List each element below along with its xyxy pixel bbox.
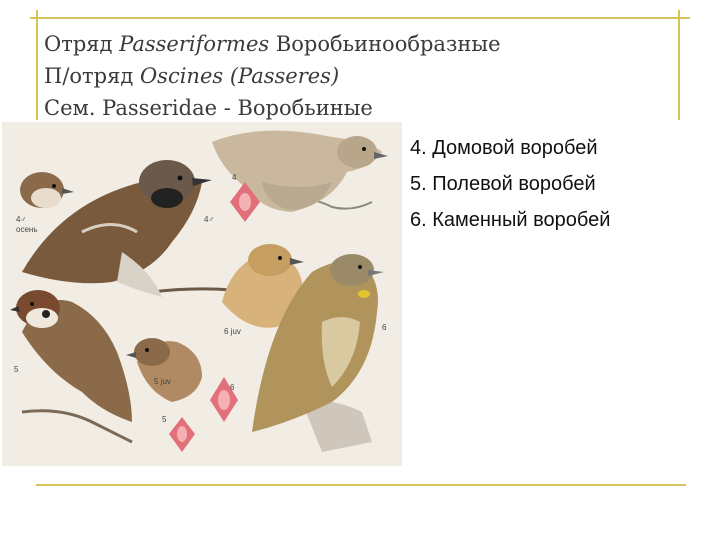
plate-label: 4 — [232, 173, 237, 182]
species-item: 4. Домовой воробей — [410, 137, 598, 159]
frame-right-line — [678, 10, 680, 120]
plate-label: 6 — [230, 383, 235, 392]
plate-label: 5 — [14, 365, 19, 374]
plate-label: 5 juv — [154, 377, 171, 386]
title-suborder-prefix: П/отряд — [44, 64, 140, 88]
plate-label: 5 — [162, 415, 167, 424]
slide-title — [44, 28, 644, 124]
title-suborder-line — [44, 60, 644, 92]
tree-sparrow-adult — [10, 290, 132, 422]
frame-bottom-line — [36, 484, 686, 486]
plate-label: 4♂ — [16, 215, 27, 224]
house-sparrow-head-small — [20, 172, 74, 208]
title-family-line: Сем. Passeridae - Воробьиные — [44, 96, 373, 120]
plate-label: 4♂ — [204, 215, 215, 224]
species-item: 5. Полевой воробей — [410, 173, 596, 195]
species-list — [410, 130, 610, 238]
branch — [152, 289, 232, 292]
frame-left-line — [36, 10, 38, 120]
title-order-prefix: Отряд — [44, 32, 120, 56]
plate-label: 6 juv — [224, 327, 241, 336]
plate-label: осень — [16, 225, 38, 234]
title-order-line — [44, 28, 644, 60]
tree-sparrow-juvenile — [126, 338, 202, 402]
plate-label: 6 — [382, 323, 387, 332]
branch — [22, 411, 132, 442]
frame-top-line — [30, 17, 690, 19]
species-item: 6. Каменный воробей — [410, 209, 611, 231]
title-order-suffix: Воробьинообразные — [269, 32, 501, 56]
egg-diagram-bottom — [169, 417, 195, 452]
title-suborder-latin: Oscines (Passeres) — [139, 64, 340, 88]
title-order-latin: Passeriformes — [119, 32, 270, 56]
sparrows-illustration — [2, 122, 402, 466]
